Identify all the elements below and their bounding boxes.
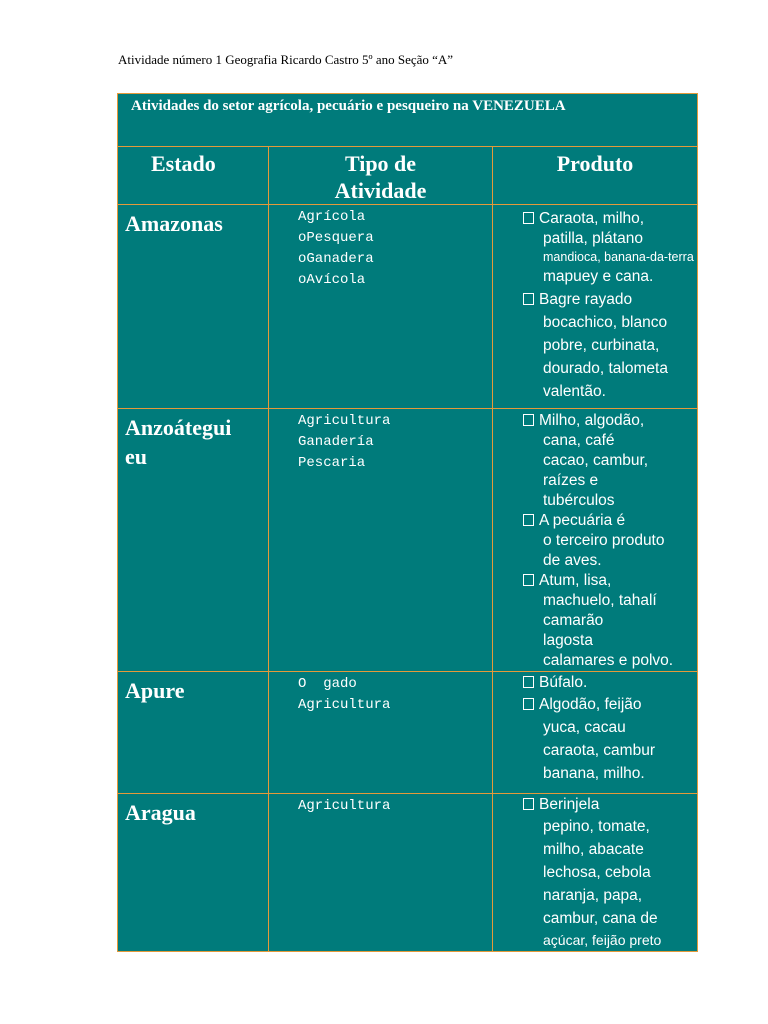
checkbox-bullet-icon: [523, 574, 534, 586]
product-text: Atum, lisa,: [539, 572, 612, 589]
table-row: [118, 794, 698, 952]
product-text: Caraota, milho,: [539, 210, 645, 227]
table-row: [118, 409, 698, 672]
document-header: Atividade número 1 Geografia Ricardo Castro 5º ano Seção “A”: [118, 52, 454, 67]
activity-type: Agricultura: [298, 413, 391, 429]
product-text: bocachico, blanco: [543, 314, 668, 331]
column-header-state: Estado: [118, 147, 269, 205]
state-cell: Amazonas: [118, 205, 269, 409]
header-row: [118, 147, 698, 205]
checkbox-bullet-icon: [523, 798, 534, 810]
product-text: calamares e polvo.: [543, 652, 674, 669]
activity-type-cell: [269, 794, 493, 952]
activity-type: Agrícola: [298, 209, 366, 225]
checkbox-bullet-icon: [523, 212, 534, 224]
activity-type: oAvícola: [298, 272, 366, 288]
product-text: dourado, talometa: [543, 360, 668, 377]
activity-type: oGanadera: [298, 251, 374, 267]
activity-type: Agricultura: [298, 798, 391, 814]
product-text: Berinjela: [539, 796, 600, 813]
product-text: mandioca, banana-da-terra: [543, 250, 694, 264]
state-name-suffix: eu: [125, 444, 147, 469]
product-text: cambur, cana de: [543, 910, 658, 927]
activity-type: O gado: [298, 676, 357, 692]
state-cell: Apure: [118, 672, 269, 794]
checkbox-bullet-icon: [523, 698, 534, 710]
product-text: cana, café: [543, 432, 615, 449]
activity-type: Agricultura: [298, 697, 391, 713]
checkbox-bullet-icon: [523, 293, 534, 305]
column-header-type-line2: Atividade: [334, 178, 427, 203]
product-text: o terceiro produto: [543, 532, 665, 549]
column-header-type: [269, 147, 493, 205]
product-text: lagosta: [543, 632, 593, 649]
activities-table: [117, 93, 698, 952]
product-cell: [493, 794, 698, 952]
table-row: [118, 205, 698, 409]
activity-type-cell: [269, 672, 493, 794]
product-text: açúcar, feijão preto: [543, 932, 662, 948]
table-title: Atividades do setor agrícola, pecuário e pesqueiro na VENEZUELA: [118, 94, 698, 147]
checkbox-bullet-icon: [523, 414, 534, 426]
table-row: [118, 672, 698, 794]
activity-type-cell: [269, 205, 493, 409]
product-text: pobre, curbinata,: [543, 337, 660, 354]
checkbox-bullet-icon: [523, 676, 534, 688]
product-text: Algodão, feijão: [539, 696, 642, 713]
activity-type: oPesquera: [298, 230, 374, 246]
checkbox-bullet-icon: [523, 514, 534, 526]
product-text: lechosa, cebola: [543, 864, 651, 881]
product-text: Bagre rayado: [539, 291, 633, 308]
activity-type: Ganadería: [298, 434, 374, 450]
product-cell: [493, 205, 698, 409]
state-name: Anzoátegui: [125, 415, 232, 440]
product-text: pepino, tomate,: [543, 818, 650, 835]
product-text: tubérculos: [543, 492, 615, 509]
product-text: mapuey e cana.: [543, 268, 654, 285]
product-text: caraota, cambur: [543, 742, 655, 759]
product-text: Milho, algodão,: [539, 412, 645, 429]
state-cell: Aragua: [118, 794, 269, 952]
product-text: camarão: [543, 612, 604, 629]
product-text: machuelo, tahalí: [543, 592, 657, 609]
product-cell: [493, 409, 698, 672]
activity-type: Pescaria: [298, 455, 366, 471]
product-text: patilla, plátano: [543, 230, 643, 247]
product-text: cacao, cambur,: [543, 452, 649, 469]
product-cell: [493, 672, 698, 794]
product-text: banana, milho.: [543, 765, 645, 782]
product-text: raízes e: [543, 472, 599, 489]
product-text: milho, abacate: [543, 841, 644, 858]
column-header-product: Produto: [493, 147, 698, 205]
activity-type-cell: [269, 409, 493, 672]
state-cell: [118, 409, 269, 672]
column-header-type-line1: Tipo de: [344, 151, 417, 176]
product-text: Búfalo.: [539, 674, 588, 691]
product-text: de aves.: [543, 552, 602, 569]
product-text: yuca, cacau: [543, 719, 626, 736]
product-text: naranja, papa,: [543, 887, 643, 904]
product-text: valentão.: [543, 383, 606, 400]
product-text: A pecuária é: [539, 512, 626, 529]
